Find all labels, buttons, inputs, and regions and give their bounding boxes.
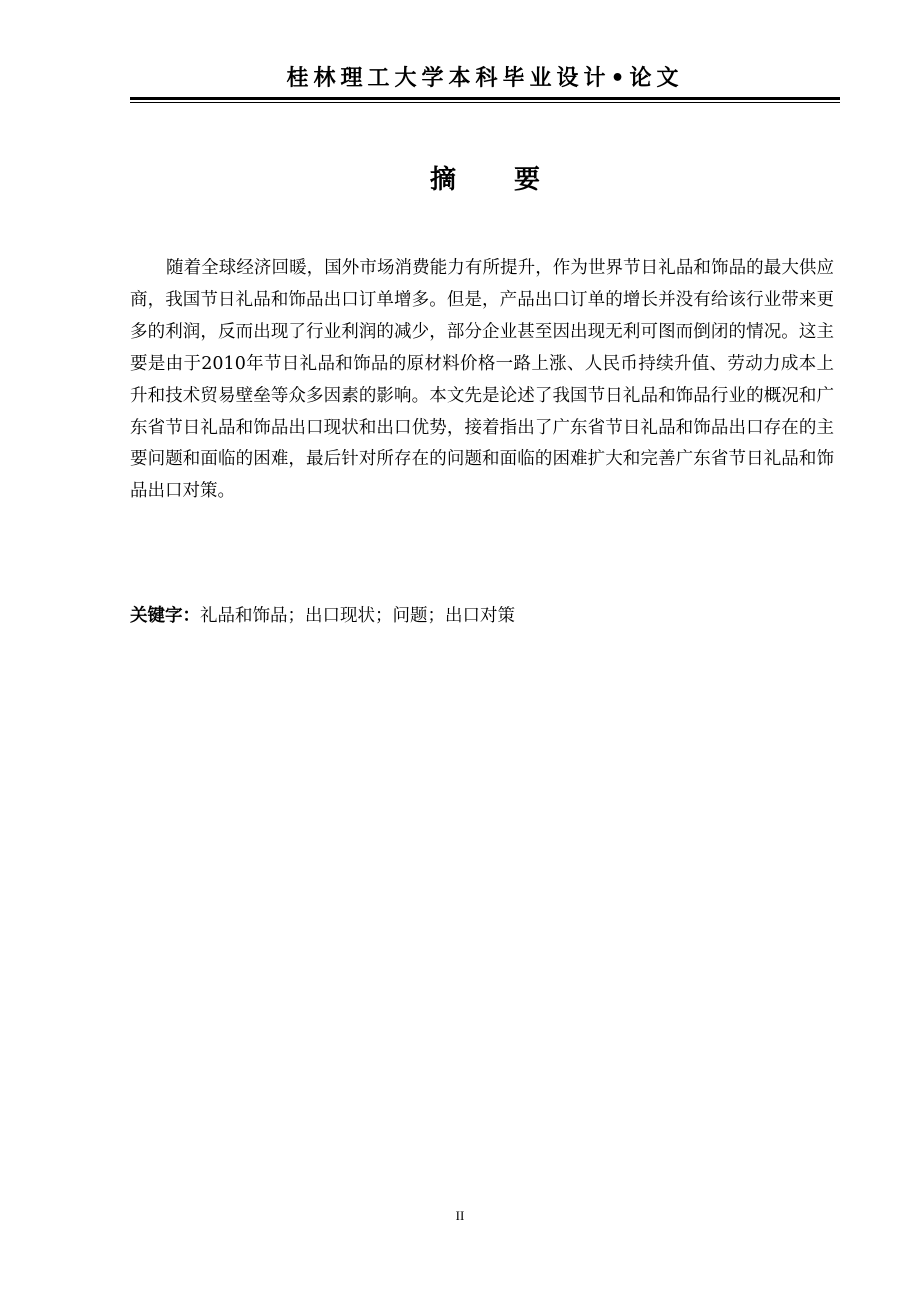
abstract-title: 摘要 <box>429 165 598 195</box>
page-header-title: 桂林理工大学本科毕业设计•论文 <box>286 66 684 91</box>
keywords-line <box>130 602 834 630</box>
keywords-value: 礼品和饰品；出口现状；问题；出口对策 <box>200 606 515 626</box>
abstract-body: 随着全球经济回暖，国外市场消费能力有所提升，作为世界节日礼品和饰品的最大供应商，我国节日礼品和饰品出口订单增多。但是，产品出口订单的增长并没有给该行业带来更多的利润，反而出现了行业利润的减少，部分企业甚至因出现无利可图而倒闭的情况。这主要是由于2010年节日礼品和饰品的原材料价格一路上涨、人民币持续升值、劳动力成本上升和技术贸易壁垒等众多因素的影响。本文先是论述了我国节日礼品和饰品行业的概况和广东省节日礼品和饰品出口现状和出口优势，接着指出了广东省节日礼品和饰品出口存在的主要问题和面临的困难，最后针对所存在的问题和面临的困难扩大和完善广东省节日礼品和饰品出口对策。 <box>130 258 834 502</box>
header-rule-thin <box>130 102 840 103</box>
page-number: II <box>455 1208 465 1223</box>
header-rule-thick <box>130 97 840 100</box>
keywords-label: 关键字： <box>130 606 200 626</box>
